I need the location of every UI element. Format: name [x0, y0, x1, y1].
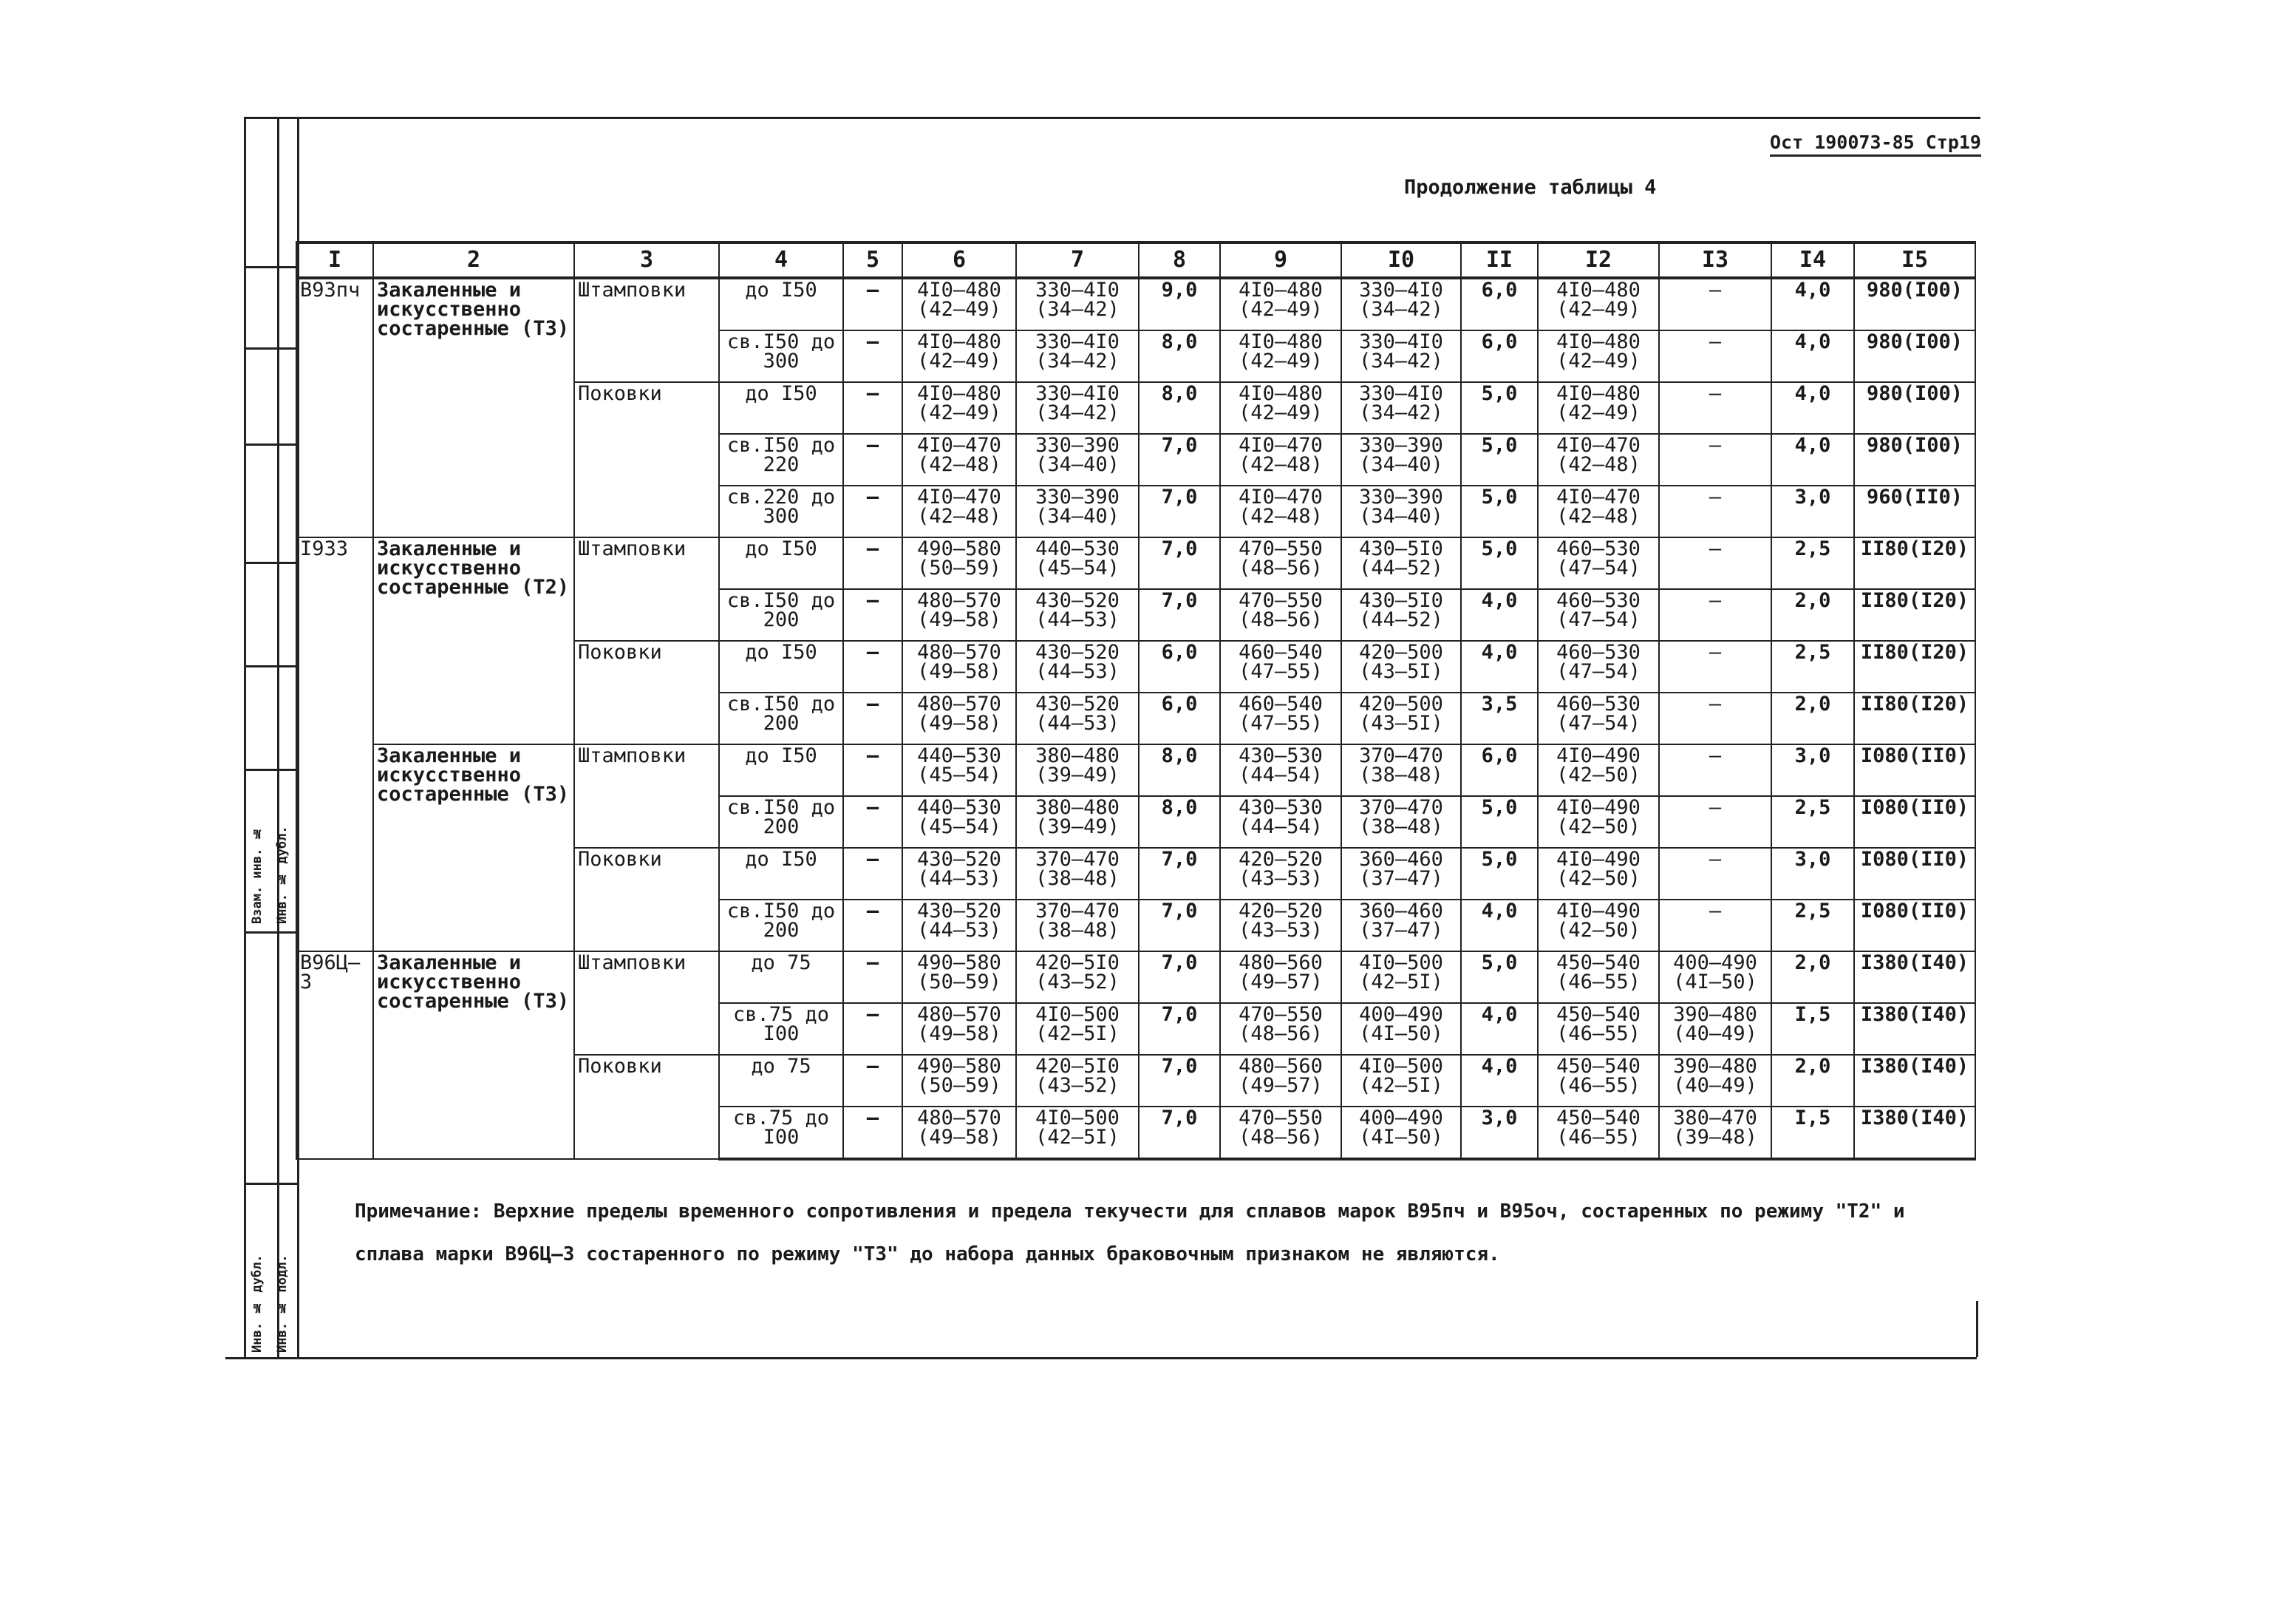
value-cell: – [843, 537, 902, 589]
thickness-cell: св.I50 до 300 [719, 330, 843, 382]
value-cell: – [843, 951, 902, 1003]
value-cell: 420–520 (43–53) [1220, 900, 1341, 951]
thickness-cell: св.I50 до 200 [719, 900, 843, 951]
value-cell: 8,0 [1139, 382, 1220, 434]
column-header: 6 [902, 242, 1016, 278]
value-cell: 330–4I0 (34–42) [1341, 330, 1461, 382]
value-cell: 3,0 [1771, 486, 1854, 537]
value-cell: 960(II0) [1854, 486, 1975, 537]
stamp-inv-dubl: Инв. № дубл. [250, 1254, 265, 1353]
value-cell: 7,0 [1139, 434, 1220, 486]
frame-tick [244, 444, 297, 446]
value-cell: 6,0 [1461, 330, 1538, 382]
value-cell: I080(II0) [1854, 796, 1975, 848]
alloy-cell: В93пч [296, 278, 373, 537]
table-row [296, 278, 1975, 330]
value-cell: 4,0 [1771, 382, 1854, 434]
value-cell: – [843, 1055, 902, 1107]
value-cell: 400–490 (4I–50) [1341, 1003, 1461, 1055]
value-cell: II80(I20) [1854, 641, 1975, 693]
value-cell: 460–540 (47–55) [1220, 641, 1341, 693]
value-cell: 4I0–480 (42–49) [1220, 278, 1341, 330]
column-header: 9 [1220, 242, 1341, 278]
value-cell: II80(I20) [1854, 589, 1975, 641]
value-cell: 480–570 (49–58) [902, 589, 1016, 641]
value-cell: 470–550 (48–56) [1220, 537, 1341, 589]
value-cell: 7,0 [1139, 486, 1220, 537]
value-cell: 370–470 (38–48) [1016, 900, 1139, 951]
value-cell: 3,0 [1771, 848, 1854, 900]
column-header: I2 [1538, 242, 1659, 278]
value-cell: 390–480 (40–49) [1659, 1055, 1771, 1107]
value-cell: 8,0 [1139, 330, 1220, 382]
value-cell: 6,0 [1139, 641, 1220, 693]
value-cell: 460–530 (47–54) [1538, 641, 1659, 693]
semi-product-cell: Поковки [574, 641, 719, 744]
frame-tick [244, 665, 297, 667]
value-cell: II80(I20) [1854, 537, 1975, 589]
value-cell: I080(II0) [1854, 744, 1975, 796]
value-cell: 420–500 (43–5I) [1341, 693, 1461, 744]
value-cell: 7,0 [1139, 900, 1220, 951]
value-cell: 4I0–500 (42–5I) [1341, 1055, 1461, 1107]
value-cell: 430–5I0 (44–52) [1341, 589, 1461, 641]
value-cell: 3,0 [1461, 1107, 1538, 1159]
frame-right-line [1976, 1301, 1978, 1357]
value-cell: 480–570 (49–58) [902, 641, 1016, 693]
value-cell: 420–500 (43–5I) [1341, 641, 1461, 693]
frame-tick [244, 769, 297, 771]
column-header: 4 [719, 242, 843, 278]
value-cell: – [843, 486, 902, 537]
value-cell: – [843, 1107, 902, 1159]
value-cell: – [843, 848, 902, 900]
value-cell: 480–560 (49–57) [1220, 951, 1341, 1003]
value-cell: – [1659, 693, 1771, 744]
value-cell: 8,0 [1139, 744, 1220, 796]
thickness-cell: до I50 [719, 848, 843, 900]
value-cell: 4I0–470 (42–48) [1220, 434, 1341, 486]
value-cell: – [1659, 641, 1771, 693]
value-cell: 420–520 (43–53) [1220, 848, 1341, 900]
column-header: I [296, 242, 373, 278]
value-cell: – [843, 278, 902, 330]
value-cell: 4I0–470 (42–48) [902, 434, 1016, 486]
column-header: 5 [843, 242, 902, 278]
value-cell: 370–470 (38–48) [1016, 848, 1139, 900]
value-cell: 450–540 (46–55) [1538, 1107, 1659, 1159]
value-cell: – [1659, 382, 1771, 434]
value-cell: – [1659, 486, 1771, 537]
value-cell: 7,0 [1139, 951, 1220, 1003]
value-cell: 450–540 (46–55) [1538, 1055, 1659, 1107]
value-cell: 480–560 (49–57) [1220, 1055, 1341, 1107]
semi-product-cell: Штамповки [574, 537, 719, 641]
treatment-cell: Закаленные и искусственно состаренные (Т3) [373, 951, 574, 1159]
value-cell: 4,0 [1461, 900, 1538, 951]
table-header-row [296, 242, 1975, 278]
table-row [296, 537, 1975, 589]
value-cell: 7,0 [1139, 589, 1220, 641]
value-cell: 4I0–500 (42–5I) [1016, 1003, 1139, 1055]
value-cell: 7,0 [1139, 1003, 1220, 1055]
value-cell: I,5 [1771, 1003, 1854, 1055]
value-cell: – [843, 641, 902, 693]
value-cell: 330–4I0 (34–42) [1341, 382, 1461, 434]
value-cell: 420–5I0 (43–52) [1016, 1055, 1139, 1107]
value-cell: 440–530 (45–54) [902, 796, 1016, 848]
semi-product-cell: Поковки [574, 1055, 719, 1159]
value-cell: I380(I40) [1854, 1107, 1975, 1159]
frame-top-line [244, 117, 1980, 119]
frame-tick [244, 562, 297, 564]
value-cell: I080(II0) [1854, 848, 1975, 900]
column-header: 2 [373, 242, 574, 278]
value-cell: 330–390 (34–40) [1341, 486, 1461, 537]
value-cell: 330–4I0 (34–42) [1016, 278, 1139, 330]
value-cell: 7,0 [1139, 848, 1220, 900]
value-cell: 430–520 (44–53) [1016, 589, 1139, 641]
semi-product-cell: Штамповки [574, 744, 719, 848]
semi-product-cell: Поковки [574, 848, 719, 951]
value-cell: 450–540 (46–55) [1538, 951, 1659, 1003]
value-cell: 440–530 (45–54) [1016, 537, 1139, 589]
thickness-cell: св.75 до I00 [719, 1003, 843, 1055]
value-cell: 430–520 (44–53) [1016, 693, 1139, 744]
alloy-cell: В96Ц–3 [296, 951, 373, 1159]
value-cell: 5,0 [1461, 382, 1538, 434]
value-cell: 2,5 [1771, 641, 1854, 693]
value-cell: 330–4I0 (34–42) [1341, 278, 1461, 330]
value-cell: – [843, 744, 902, 796]
value-cell: 7,0 [1139, 537, 1220, 589]
semi-product-cell: Поковки [574, 382, 719, 537]
value-cell: 6,0 [1139, 693, 1220, 744]
value-cell: 440–530 (45–54) [902, 744, 1016, 796]
value-cell: 980(I00) [1854, 382, 1975, 434]
value-cell: 4I0–500 (42–5I) [1341, 951, 1461, 1003]
value-cell: 2,5 [1771, 796, 1854, 848]
value-cell: 4I0–490 (42–50) [1538, 848, 1659, 900]
value-cell: – [843, 434, 902, 486]
stamp-inv-dubl-top: Инв. № дубл. [275, 826, 290, 924]
value-cell: 5,0 [1461, 434, 1538, 486]
value-cell: 330–390 (34–40) [1341, 434, 1461, 486]
value-cell: 4,0 [1461, 1055, 1538, 1107]
value-cell: 2,0 [1771, 693, 1854, 744]
value-cell: 330–4I0 (34–42) [1016, 330, 1139, 382]
value-cell: 400–490 (4I–50) [1659, 951, 1771, 1003]
value-cell: 4I0–470 (42–48) [1538, 486, 1659, 537]
value-cell: 4I0–480 (42–49) [902, 330, 1016, 382]
value-cell: – [843, 382, 902, 434]
value-cell: – [843, 900, 902, 951]
column-header: I5 [1854, 242, 1975, 278]
stamp-vzam-inv: Взам. инв. № [250, 826, 265, 924]
value-cell: – [1659, 589, 1771, 641]
value-cell: 8,0 [1139, 796, 1220, 848]
value-cell: 4I0–490 (42–50) [1538, 744, 1659, 796]
thickness-cell: до 75 [719, 951, 843, 1003]
thickness-cell: до I50 [719, 744, 843, 796]
value-cell: 3,5 [1461, 693, 1538, 744]
value-cell: 460–530 (47–54) [1538, 537, 1659, 589]
value-cell: 4I0–470 (42–48) [1220, 486, 1341, 537]
value-cell: – [843, 589, 902, 641]
value-cell: 4I0–470 (42–48) [1538, 434, 1659, 486]
value-cell: 4I0–480 (42–49) [1220, 382, 1341, 434]
note-block [355, 1190, 1980, 1276]
value-cell: 4,0 [1461, 589, 1538, 641]
value-cell: I380(I40) [1854, 1003, 1975, 1055]
value-cell: 480–570 (49–58) [902, 693, 1016, 744]
value-cell: 330–4I0 (34–42) [1016, 382, 1139, 434]
thickness-cell: св.220 до 300 [719, 486, 843, 537]
value-cell: 4,0 [1771, 330, 1854, 382]
frame-tick [244, 931, 297, 934]
value-cell: 490–580 (50–59) [902, 951, 1016, 1003]
thickness-cell: до I50 [719, 278, 843, 330]
value-cell: 4I0–470 (42–48) [902, 486, 1016, 537]
value-cell: 4I0–480 (42–49) [1220, 330, 1341, 382]
value-cell: 430–520 (44–53) [902, 900, 1016, 951]
value-cell: 5,0 [1461, 486, 1538, 537]
value-cell: 430–530 (44–54) [1220, 744, 1341, 796]
value-cell: 4I0–480 (42–49) [902, 278, 1016, 330]
value-cell: II80(I20) [1854, 693, 1975, 744]
value-cell: 4I0–480 (42–49) [902, 382, 1016, 434]
value-cell: 5,0 [1461, 951, 1538, 1003]
thickness-cell: св.I50 до 200 [719, 693, 843, 744]
value-cell: 390–480 (40–49) [1659, 1003, 1771, 1055]
value-cell: – [1659, 744, 1771, 796]
value-cell: 370–470 (38–48) [1341, 796, 1461, 848]
value-cell: 4,0 [1771, 434, 1854, 486]
value-cell: 2,5 [1771, 900, 1854, 951]
table-continuation-title: Продолжение таблицы 4 [1404, 176, 1657, 199]
value-cell: – [1659, 900, 1771, 951]
properties-table [296, 241, 1976, 1160]
value-cell: 480–570 (49–58) [902, 1003, 1016, 1055]
value-cell: 460–540 (47–55) [1220, 693, 1341, 744]
value-cell: 4I0–480 (42–49) [1538, 382, 1659, 434]
note-label: Примечание: [355, 1200, 483, 1223]
value-cell: I380(I40) [1854, 1055, 1975, 1107]
frame-tick [244, 266, 297, 268]
value-cell: 380–480 (39–49) [1016, 744, 1139, 796]
value-cell: 430–520 (44–53) [902, 848, 1016, 900]
frame-tick [244, 1183, 297, 1185]
column-header: 3 [574, 242, 719, 278]
value-cell: 4,0 [1771, 278, 1854, 330]
thickness-cell: св.I50 до 220 [719, 434, 843, 486]
value-cell: – [1659, 330, 1771, 382]
value-cell: – [1659, 434, 1771, 486]
value-cell: – [843, 693, 902, 744]
value-cell: 460–530 (47–54) [1538, 589, 1659, 641]
thickness-cell: св.75 до I00 [719, 1107, 843, 1159]
value-cell: – [843, 330, 902, 382]
value-cell: I,5 [1771, 1107, 1854, 1159]
value-cell: 360–460 (37–47) [1341, 900, 1461, 951]
treatment-cell: Закаленные и искусственно состаренные (Т3) [373, 744, 574, 951]
value-cell: 360–460 (37–47) [1341, 848, 1461, 900]
value-cell: 7,0 [1139, 1107, 1220, 1159]
value-cell: – [1659, 537, 1771, 589]
value-cell: – [843, 796, 902, 848]
value-cell: I080(II0) [1854, 900, 1975, 951]
treatment-cell: Закаленные и искусственно состаренные (Т2) [373, 537, 574, 744]
value-cell: 4I0–480 (42–49) [1538, 278, 1659, 330]
frame-bottom-line [225, 1357, 1977, 1359]
value-cell: 4,0 [1461, 641, 1538, 693]
value-cell: 330–390 (34–40) [1016, 486, 1139, 537]
value-cell: 2,0 [1771, 1055, 1854, 1107]
value-cell: 5,0 [1461, 537, 1538, 589]
value-cell: 330–390 (34–40) [1016, 434, 1139, 486]
table-row [296, 744, 1975, 796]
table-row [296, 951, 1975, 1003]
value-cell: 470–550 (48–56) [1220, 589, 1341, 641]
value-cell: 4I0–480 (42–49) [1538, 330, 1659, 382]
column-header: 7 [1016, 242, 1139, 278]
thickness-cell: до I50 [719, 641, 843, 693]
alloy-cell: I933 [296, 537, 373, 951]
value-cell: 430–5I0 (44–52) [1341, 537, 1461, 589]
value-cell: 430–530 (44–54) [1220, 796, 1341, 848]
value-cell: 380–480 (39–49) [1016, 796, 1139, 848]
value-cell: 5,0 [1461, 848, 1538, 900]
thickness-cell: до 75 [719, 1055, 843, 1107]
value-cell: 490–580 (50–59) [902, 537, 1016, 589]
value-cell: 490–580 (50–59) [902, 1055, 1016, 1107]
value-cell: 450–540 (46–55) [1538, 1003, 1659, 1055]
column-header: 8 [1139, 242, 1220, 278]
thickness-cell: до I50 [719, 537, 843, 589]
value-cell: 4I0–490 (42–50) [1538, 900, 1659, 951]
value-cell: 460–530 (47–54) [1538, 693, 1659, 744]
column-header: I0 [1341, 242, 1461, 278]
stamp-podp-data: Инв. № подл. [275, 1254, 290, 1353]
column-header: I4 [1771, 242, 1854, 278]
value-cell: – [1659, 796, 1771, 848]
semi-product-cell: Штамповки [574, 278, 719, 382]
column-header: II [1461, 242, 1538, 278]
value-cell: 980(I00) [1854, 278, 1975, 330]
frame-left-strip [244, 117, 279, 1359]
thickness-cell: св.I50 до 200 [719, 589, 843, 641]
value-cell: 430–520 (44–53) [1016, 641, 1139, 693]
value-cell: 380–470 (39–48) [1659, 1107, 1771, 1159]
value-cell: 2,5 [1771, 537, 1854, 589]
semi-product-cell: Штамповки [574, 951, 719, 1055]
value-cell: 480–570 (49–58) [902, 1107, 1016, 1159]
value-cell: 2,0 [1771, 589, 1854, 641]
value-cell: 4,0 [1461, 1003, 1538, 1055]
treatment-cell: Закаленные и искусственно состаренные (Т3) [373, 278, 574, 537]
value-cell: 420–5I0 (43–52) [1016, 951, 1139, 1003]
value-cell: – [843, 1003, 902, 1055]
value-cell: – [1659, 278, 1771, 330]
value-cell: 4I0–500 (42–5I) [1016, 1107, 1139, 1159]
note-text: Верхние пределы временного сопротивления и предела текучести для сплавов марок В95пч и В95оч, состаренных по режиму "Т2" и сплава марки В96Ц–3 состаренного по режиму "Т3" до набора данных браковочным признаком не являются. [355, 1200, 1905, 1265]
value-cell: 5,0 [1461, 796, 1538, 848]
thickness-cell: до I50 [719, 382, 843, 434]
value-cell: 470–550 (48–56) [1220, 1107, 1341, 1159]
document-code: Ост 190073-85 Стр19 [1770, 132, 1981, 157]
value-cell: 6,0 [1461, 278, 1538, 330]
table-body [296, 278, 1975, 1159]
value-cell: 470–550 (48–56) [1220, 1003, 1341, 1055]
value-cell: 3,0 [1771, 744, 1854, 796]
value-cell: 7,0 [1139, 1055, 1220, 1107]
value-cell: 400–490 (4I–50) [1341, 1107, 1461, 1159]
value-cell: I380(I40) [1854, 951, 1975, 1003]
value-cell: 9,0 [1139, 278, 1220, 330]
thickness-cell: св.I50 до 200 [719, 796, 843, 848]
value-cell: 4I0–490 (42–50) [1538, 796, 1659, 848]
frame-tick [244, 347, 297, 350]
value-cell: 370–470 (38–48) [1341, 744, 1461, 796]
value-cell: – [1659, 848, 1771, 900]
value-cell: 6,0 [1461, 744, 1538, 796]
value-cell: 980(I00) [1854, 330, 1975, 382]
value-cell: 980(I00) [1854, 434, 1975, 486]
column-header: I3 [1659, 242, 1771, 278]
value-cell: 2,0 [1771, 951, 1854, 1003]
